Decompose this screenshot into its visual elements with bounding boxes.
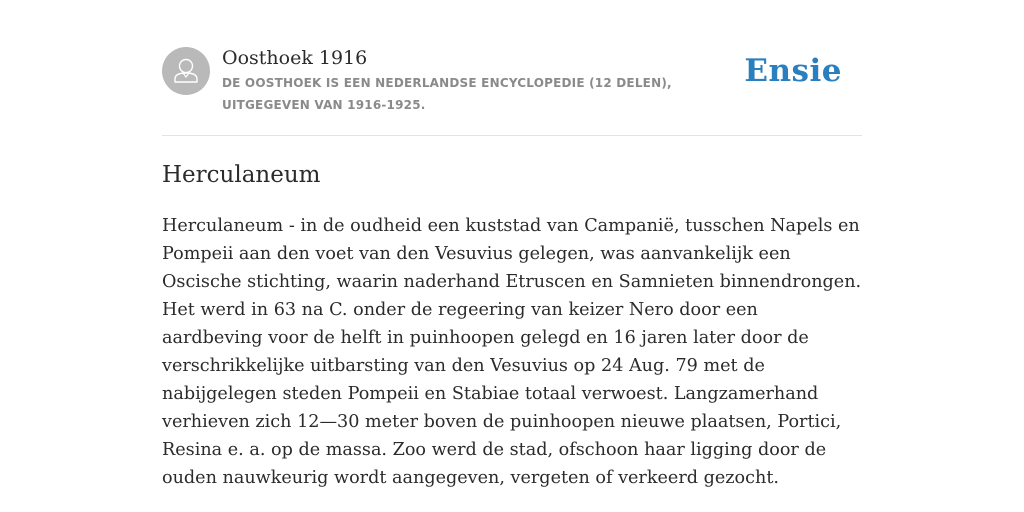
source-header: [162, 46, 862, 136]
divider: [162, 135, 862, 136]
article-body: Herculaneum - in de oudheid een kuststad van Campanië, tusschen Napels en Pompeii aan den voet van den Vesuvius gelegen, was aanvankelijk een Oscische stichting, waarin naderhand Etruscen en Samnieten binnendrongen. Het werd in 63 na C. onder de regeering van keizer Nero door een aardbeving voor de helft in puinhoopen gelegd en 16 jaren later door de verschrikkelijke uitbarsting van den Vesuvius op 24 Aug. 79 met de nabijgelegen steden Pompeii en Stabiae totaal verwoest. Langzamerhand verhieven zich 12—30 meter boven de puinhoopen nieuwe plaatsen, Portici, Resina e. a. op de massa. Zoo werd de stad, ofschoon haar ligging door de ouden nauwkeurig wordt aangegeven, vergeten of verkeerd gezocht.: [162, 216, 862, 488]
brand-logo[interactable]: Ensie: [744, 53, 842, 89]
article-title: Herculaneum: [162, 162, 321, 188]
user-placeholder-icon[interactable]: [162, 47, 210, 95]
source-description: DE OOSTHOEK IS EEN NEDERLANDSE ENCYCLOPEDIE (12 DELEN), UITGEGEVEN VAN 1916-1925.: [222, 76, 672, 112]
source-title[interactable]: Oosthoek 1916: [222, 47, 368, 69]
